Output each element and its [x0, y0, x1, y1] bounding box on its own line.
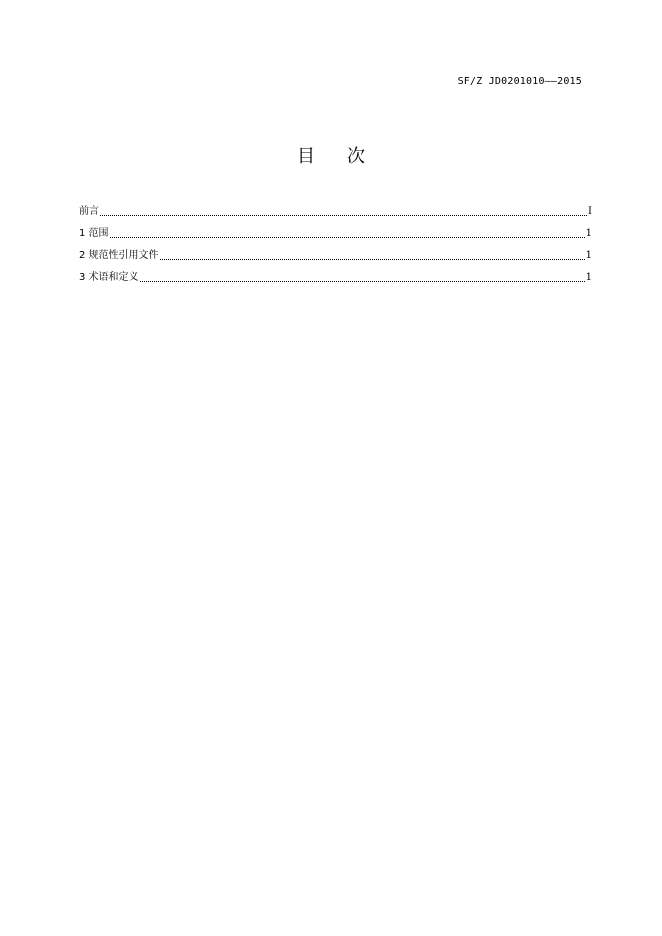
toc-entry-page: 1 — [585, 228, 592, 239]
toc-entry-foreword[interactable] — [79, 196, 592, 218]
toc-entry-label: 2 规范性引用文件 — [79, 250, 159, 261]
toc-dot-leader — [100, 215, 587, 216]
toc-entry-normative-references[interactable] — [79, 240, 592, 262]
toc-title: 目次 — [297, 146, 397, 167]
toc-entry-page: 1 — [585, 272, 592, 283]
toc-entry-label: 前言 — [79, 206, 99, 217]
toc-entry-label: 3 术语和定义 — [79, 272, 139, 283]
toc-dot-leader — [160, 259, 585, 260]
toc-entry-scope[interactable] — [79, 218, 592, 240]
toc-list — [79, 196, 592, 284]
toc-dot-leader — [110, 237, 585, 238]
toc-entry-page: I — [588, 206, 592, 217]
toc-dot-leader — [140, 281, 585, 282]
toc-entry-label: 1 范围 — [79, 228, 109, 239]
toc-entry-terms-definitions[interactable] — [79, 262, 592, 284]
document-code: SF/Z JD0201010——2015 — [457, 76, 582, 87]
toc-entry-page: 1 — [585, 250, 592, 261]
